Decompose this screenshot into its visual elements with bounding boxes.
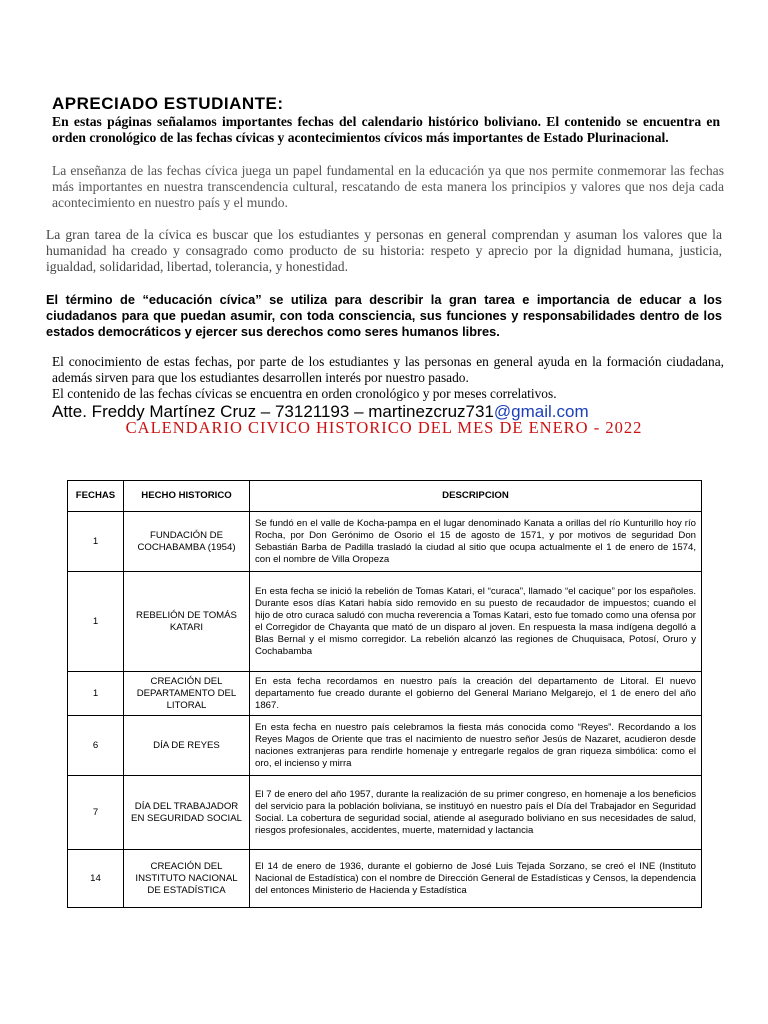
- table-row: [68, 850, 702, 908]
- email-link[interactable]: @gmail.com: [493, 402, 589, 421]
- table-row: [68, 512, 702, 572]
- table-header-row: [68, 481, 702, 512]
- row-date: 1: [68, 512, 124, 572]
- table-row: [68, 672, 702, 716]
- row-event: DÍA DE REYES: [124, 716, 250, 776]
- row-date: 14: [68, 850, 124, 908]
- table-row: [68, 572, 702, 672]
- row-date: 1: [68, 572, 124, 672]
- header-event: HECHO HISTORICO: [124, 481, 250, 512]
- row-description: El 14 de enero de 1936, durante el gobierno de José Luis Tejada Sorzano, se creó el INE (Instituto Nacional de Estadística) con el nombre de Dirección General de Estadísticas y Censos, la dependencia del entonces Ministerio de Hacienda y Estadística: [250, 850, 702, 908]
- table-row: [68, 716, 702, 776]
- row-event: REBELIÓN DE TOMÁS KATARI: [124, 572, 250, 672]
- signature-text: Atte. Freddy Martínez Cruz – 73121193 – martinezcruz731: [52, 402, 494, 421]
- row-date: 1: [68, 672, 124, 716]
- order-text: El contenido de las fechas cívicas se encuentra en orden cronológico y por meses correlativos.: [52, 386, 557, 401]
- row-description: Se fundó en el valle de Kocha-pampa en el lugar denominado Kanata a orillas del río Kunturillo hoy río Rocha, por Don Gerónimo de Osorio el 15 de agosto de 1571, y por motivos de seguridad Don Sebastián Barba de Padilla trasladó la ciudad al sitio que ocupa actualmente el 1 de enero de 1574, con el nombre de Villa Oropeza: [250, 512, 702, 572]
- row-description: En esta fecha se inició la rebelión de Tomas Katari, el “curaca”, llamado “el cacique” por los españoles. Durante esos días Katari había sido removido en su puesto de recaudador de impuestos; cuando el hijo de otro curaca saludó con mucha reverencia a Tomas Katari, esto fue tomado como una ofensa por el Corregidor de Chayanta que mató de un disparo al joven. En respuesta la masa indígena degolló a Blas Bernal y el mismo corregidor. La rebelión alcanzó las regiones de Chuquisaca, Potosí, Oruro y Cochabamba: [250, 572, 702, 672]
- header-date: FECHAS: [68, 481, 124, 512]
- page-title: APRECIADO ESTUDIANTE:: [52, 94, 284, 113]
- table-row: [68, 776, 702, 850]
- knowledge-text: El conocimiento de estas fechas, por parte de los estudiantes y las personas en general ayuda en la formación ciudadana, además sirven para que los estudiantes desarrollen interés por nuestro pasado.: [52, 354, 724, 385]
- header-description: DESCRIPCION: [250, 481, 702, 512]
- row-event: CREACIÓN DEL DEPARTAMENTO DEL LITORAL: [124, 672, 250, 716]
- row-date: 6: [68, 716, 124, 776]
- row-event: DÍA DEL TRABAJADOR EN SEGURIDAD SOCIAL: [124, 776, 250, 850]
- row-description: El 7 de enero del año 1957, durante la realización de su primer congreso, en homenaje a los beneficios del servicio para la población boliviana, se instituyó en nuestro país el Día del Trabajador en Seguridad Social. La cobertura de seguridad social, atiende al asegurado boliviano en sus necesidades de salud, riesgos profesionales, accidentes, muerte, maternidad y lactancia: [250, 776, 702, 850]
- row-description: En esta fecha recordamos en nuestro país la creación del departamento de Litoral. El nuevo departamento fue creado durante el gobierno del General Mariano Melgarejo, el 1 de enero del año 1867.: [250, 672, 702, 716]
- row-date: 7: [68, 776, 124, 850]
- intro-paragraph: En estas páginas señalamos importantes fechas del calendario histórico boliviano. El contenido se encuentra en orden cronológico de las fechas cívicas y acontecimientos cívicos más importantes de Estado Plurinacional.: [52, 114, 720, 145]
- row-event: CREACIÓN DEL INSTITUTO NACIONAL DE ESTADÍSTICA: [124, 850, 250, 908]
- row-event: FUNDACIÓN DE COCHABAMBA (1954): [124, 512, 250, 572]
- civic-teaching-paragraph: La enseñanza de las fechas cívica juega un papel fundamental en la educación ya que nos permite conmemorar las fechas más importantes en nuestra transcendencia cultural, rescatando de esta manera los principios y valores que nos deja cada acontecimiento en nuestro país y el mundo.: [52, 163, 724, 210]
- knowledge-paragraph: [52, 354, 724, 402]
- row-description: En esta fecha en nuestro país celebramos la fiesta más conocida como “Reyes”. Recordando a los Reyes Magos de Oriente que tras el nacimiento de nuestro señor Jesús de Nazaret, acudieron desde naciones extranjeras para rendirle homenaje y entregarle regalos de gran riqueza simbólica: como el oro, el incienso y mirra: [250, 716, 702, 776]
- calendar-table: [67, 480, 702, 908]
- civic-education-paragraph: El término de “educación cívica” se utiliza para describir la gran tarea e importancia de educar a los ciudadanos para que puedan asumir, con toda consciencia, sus funciones y responsabilidades dentro de los estados democráticos y ejercer sus derechos como seres humanos libres.: [46, 292, 722, 339]
- civic-task-paragraph: La gran tarea de la cívica es buscar que los estudiantes y personas en general comprendan y asuman los valores que la humanidad ha creado y consagrado como producto de su historia: respeto y aprecio por la dignidad humana, justicia, igualdad, solidaridad, libertad, tolerancia, y honestidad.: [46, 227, 722, 274]
- calendar-title: CALENDARIO CIVICO HISTORICO DEL MES DE ENERO - 2022: [125, 418, 643, 437]
